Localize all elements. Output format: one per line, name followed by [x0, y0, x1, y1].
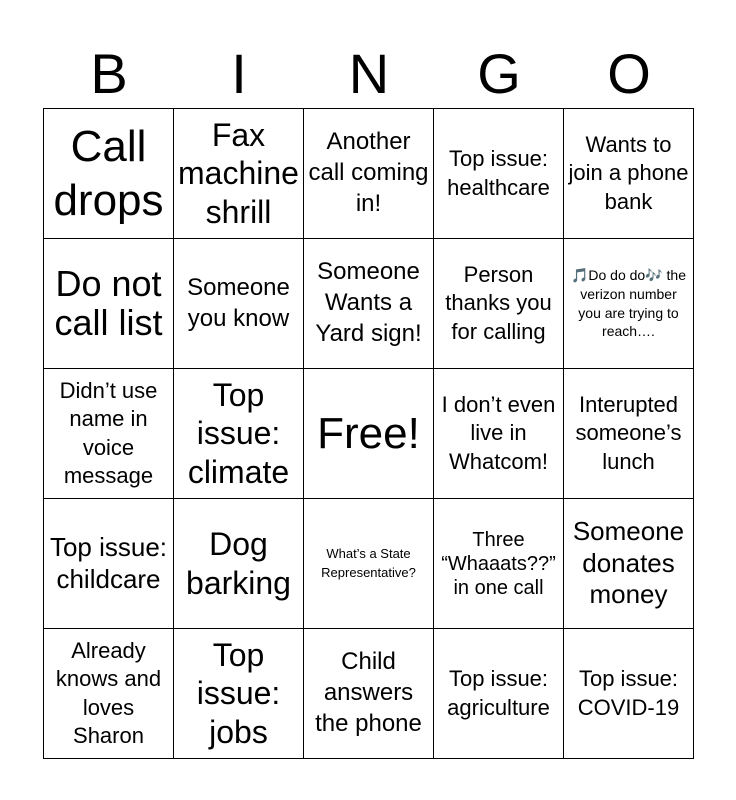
bingo-cell[interactable]: Top issue: healthcare — [434, 109, 564, 239]
bingo-cell[interactable]: Call drops — [44, 109, 174, 239]
header-letter-n: N — [348, 42, 390, 105]
bingo-cell[interactable]: Top issue: jobs — [174, 629, 304, 759]
bingo-board — [43, 108, 694, 759]
bingo-cell[interactable]: Already knows and loves Sharon — [44, 629, 174, 759]
bingo-cell[interactable]: Three “Whaaats??” in one call — [434, 499, 564, 629]
bingo-header — [44, 40, 694, 108]
header-letter-g: G — [477, 42, 521, 105]
bingo-cell[interactable]: Someone you know — [174, 239, 304, 369]
bingo-cell[interactable]: Another call coming in! — [304, 109, 434, 239]
free-space-cell[interactable]: Free! — [304, 369, 434, 499]
bingo-cell[interactable]: Someone donates money — [564, 499, 694, 629]
bingo-cell[interactable]: Fax machine shrill — [174, 109, 304, 239]
bingo-cell[interactable]: Top issue: climate — [174, 369, 304, 499]
bingo-cell[interactable]: Dog barking — [174, 499, 304, 629]
bingo-cell[interactable]: Someone Wants a Yard sign! — [304, 239, 434, 369]
bingo-cell[interactable]: What’s a State Representative? — [304, 499, 434, 629]
bingo-cell[interactable]: Top issue: COVID-19 — [564, 629, 694, 759]
bingo-cell[interactable]: Wants to join a phone bank — [564, 109, 694, 239]
bingo-cell[interactable]: Person thanks you for calling — [434, 239, 564, 369]
bingo-cell[interactable]: I don’t even live in Whatcom! — [434, 369, 564, 499]
bingo-cell[interactable]: Do not call list — [44, 239, 174, 369]
bingo-cell[interactable]: Top issue: agriculture — [434, 629, 564, 759]
header-letter-b: B — [90, 42, 128, 105]
bingo-cell[interactable]: Top issue: childcare — [44, 499, 174, 629]
bingo-cell[interactable]: Child answers the phone — [304, 629, 434, 759]
bingo-cell[interactable]: Didn’t use name in voice message — [44, 369, 174, 499]
bingo-cell[interactable]: 🎵Do do do🎶 the verizon number you are trying to reach…. — [564, 239, 694, 369]
header-letter-o: O — [607, 42, 651, 105]
header-letter-i: I — [231, 42, 247, 105]
bingo-cell[interactable]: Interupted someone’s lunch — [564, 369, 694, 499]
